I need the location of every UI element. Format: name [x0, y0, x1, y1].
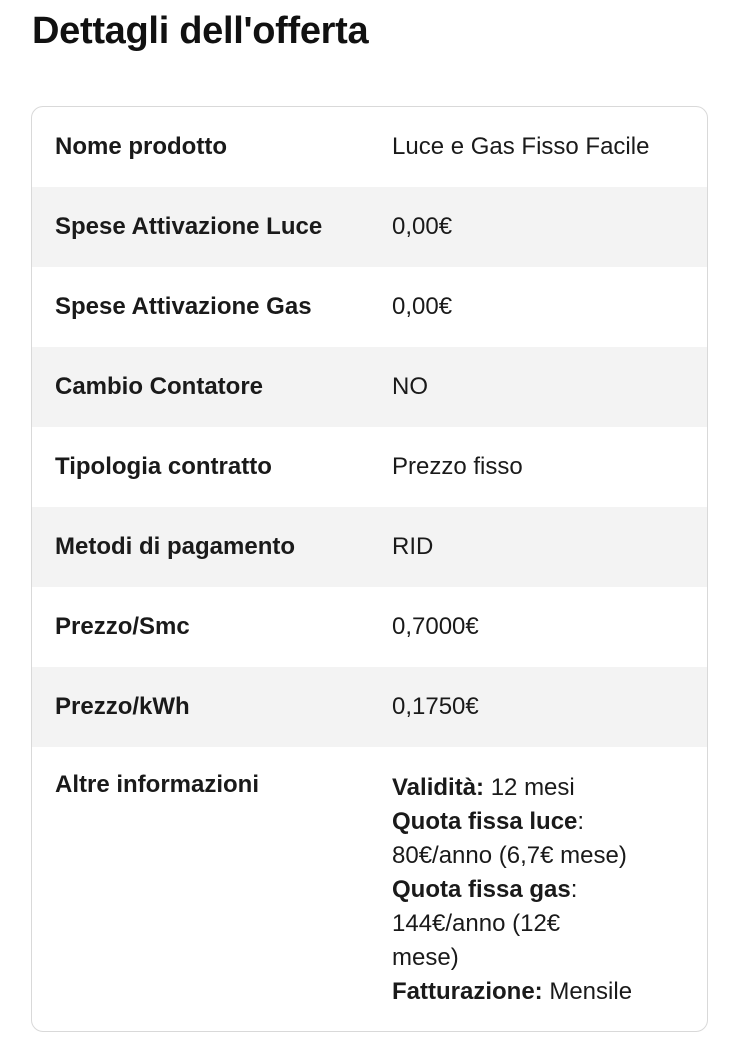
row-label: Cambio Contatore	[55, 373, 264, 400]
row-value: 0,00€	[392, 213, 453, 240]
quota-luce-line	[392, 805, 677, 873]
row-activation-fee-gas	[32, 267, 707, 347]
row-value: NO	[392, 373, 428, 400]
row-label: Spese Attivazione Luce	[55, 213, 323, 240]
row-value: Prezzo fisso	[392, 453, 523, 480]
billing-line	[392, 975, 677, 1009]
row-product-name	[32, 107, 707, 187]
row-contract-type	[32, 427, 707, 507]
quota-gas-key: Quota fissa gas	[392, 876, 571, 903]
row-value: 0,00€	[392, 293, 453, 320]
row-value: 0,7000€	[392, 613, 479, 640]
row-activation-fee-electricity	[32, 187, 707, 267]
row-meter-change	[32, 347, 707, 427]
quota-luce-key: Quota fissa luce	[392, 808, 578, 835]
row-label: Spese Attivazione Gas	[55, 293, 312, 320]
row-label: Metodi di pagamento	[55, 533, 295, 560]
page-title: Dettagli dell'offerta	[32, 10, 369, 52]
row-value: 0,1750€	[392, 693, 479, 720]
row-label: Prezzo/Smc	[55, 613, 190, 640]
billing-key: Fatturazione:	[392, 978, 543, 1005]
row-other-info	[32, 747, 707, 1032]
other-info-details	[392, 771, 707, 1009]
row-price-kwh	[32, 667, 707, 747]
validity-key: Validità:	[392, 774, 485, 801]
row-label: Altre informazioni	[55, 771, 260, 798]
offer-details-table	[31, 106, 708, 1032]
validity-line	[392, 771, 677, 805]
row-value: Luce e Gas Fisso Facile	[392, 133, 650, 160]
row-label: Prezzo/kWh	[55, 693, 190, 720]
quota-gas-line	[392, 873, 677, 975]
row-payment-methods	[32, 507, 707, 587]
row-label: Tipologia contratto	[55, 453, 272, 480]
billing-value: Mensile	[542, 978, 633, 1005]
validity-value: 12 mesi	[484, 774, 575, 801]
row-price-smc	[32, 587, 707, 667]
quota-gas-value: : 144€/anno (12€ mese)	[392, 876, 578, 971]
row-value: RID	[392, 533, 434, 560]
quota-luce-value: : 80€/anno (6,7€ mese)	[392, 808, 627, 869]
row-label: Nome prodotto	[55, 133, 227, 160]
